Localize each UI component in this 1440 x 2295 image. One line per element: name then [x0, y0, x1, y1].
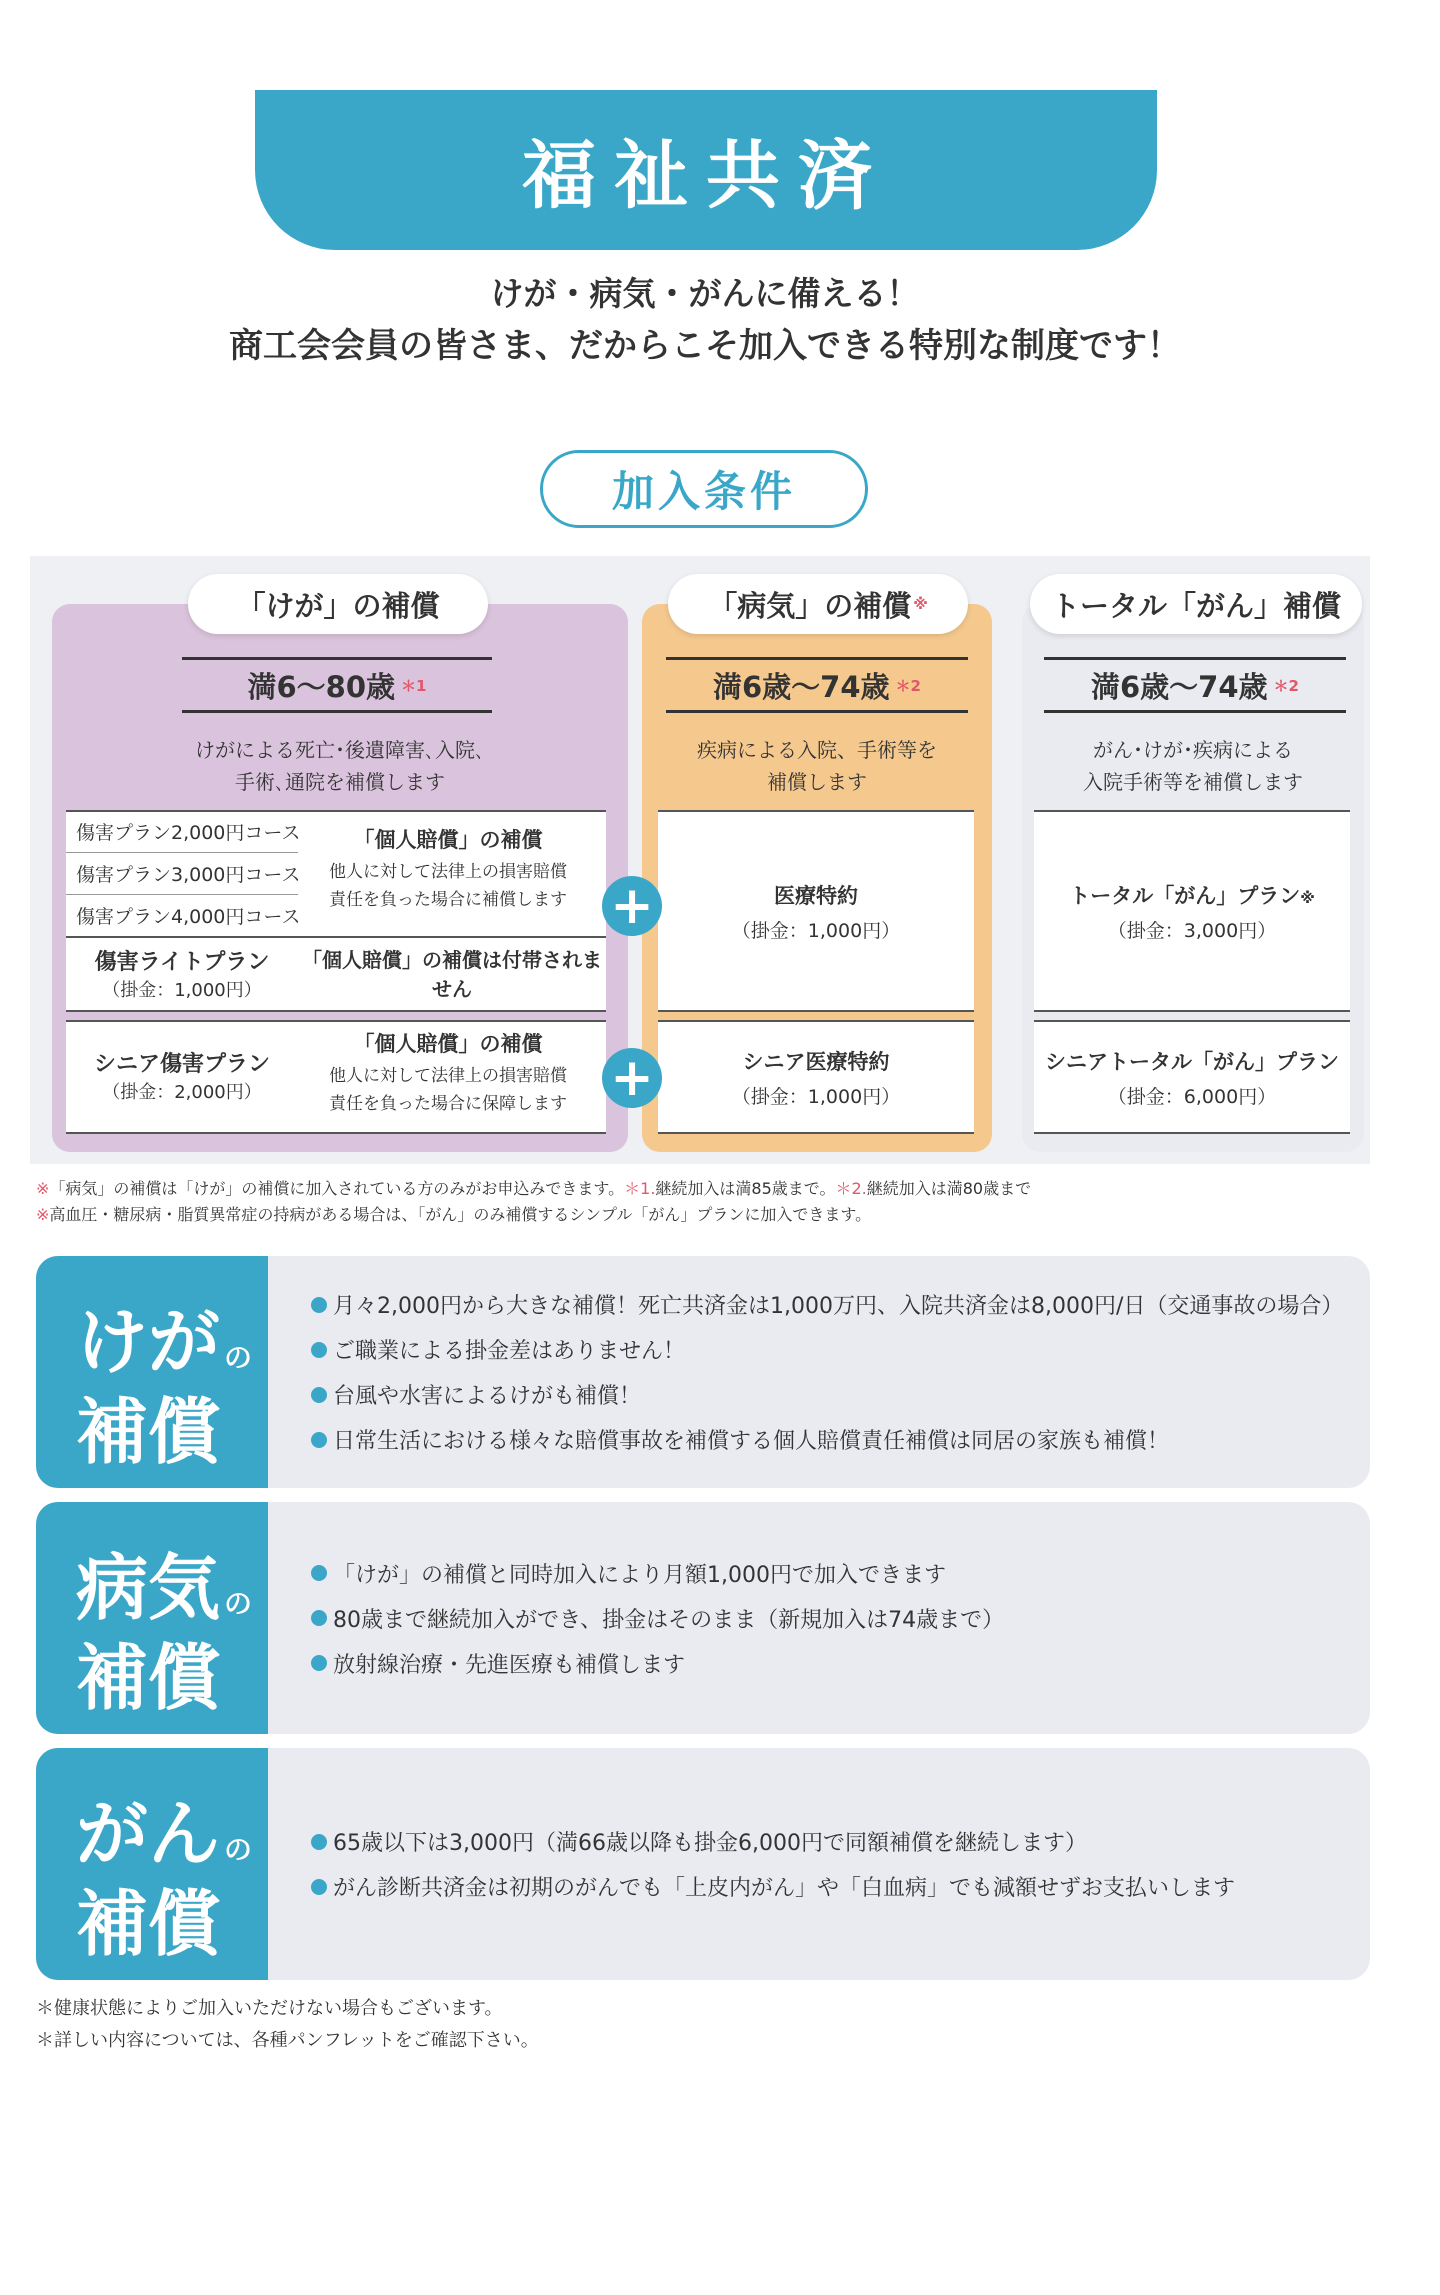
tag-no: の: [224, 1833, 253, 1866]
tag-line1: 病気: [76, 1546, 221, 1630]
list-item-text: 日常生活における様々な賠償事故を補償する個人賠償責任補償は同居の家族も補償！: [333, 1429, 1170, 1454]
injury-desc-line1: けがによる死亡･後遺障害､入院､: [195, 738, 485, 762]
illness-header-mark: ※: [913, 595, 928, 613]
condition-note-1: [36, 1176, 1031, 1199]
bullet-icon: [311, 1387, 327, 1403]
illness-plan-fee: （掛金：1,000円）: [731, 919, 901, 942]
injury-age: [182, 657, 492, 713]
list-item: [311, 1289, 1343, 1320]
list-item: [311, 1603, 1004, 1634]
liability-desc-2: 責任を負った場合に補償します: [329, 890, 567, 910]
senior-injury-name: シニア傷害プラン: [93, 1051, 270, 1077]
list-item-text: 「けが」の補償と同時加入により月額1,000円で加入できます: [333, 1562, 946, 1588]
note-mark: ＊2.: [835, 1179, 867, 1198]
divider: [66, 852, 298, 853]
list-item: [311, 1424, 1343, 1455]
list-item-text: がん診断共済金は初期のがんでも「上皮内がん」や「白血病」でも減額せずお支払いします: [333, 1876, 1236, 1901]
senior-cancer-name: シニアトータル「がん」プラン: [1045, 1049, 1339, 1074]
cancer-header: [1030, 574, 1362, 634]
cancer-age: [1044, 657, 1346, 713]
plus-icon: +: [602, 876, 662, 936]
cancer-age-mark: ＊2: [1273, 676, 1299, 695]
injury-header-label: 「けが」の補償: [236, 588, 440, 623]
illness-plan-box: [658, 810, 974, 1012]
liability-block: [298, 824, 598, 914]
bullet-icon: [311, 1565, 327, 1581]
conditions-heading: 加入条件: [540, 450, 868, 528]
senior-injury-plan: [66, 1022, 298, 1128]
cancer-header-label: トータル「がん」補償: [1050, 588, 1341, 623]
cancer-benefit-list: [311, 1748, 1235, 1980]
list-item-text: ご職業による掛金差はありません！: [333, 1339, 686, 1364]
illness-desc-line1: 疾病による入院、手術等を: [697, 738, 937, 762]
injury-course-2: 傷害プラン3,000円コース: [76, 864, 301, 886]
senior-illness-box: [658, 1020, 974, 1134]
list-item: [311, 1826, 1235, 1857]
page-title: 福祉共済: [522, 133, 890, 219]
title-banner: [255, 90, 1157, 250]
light-plan-fee: （掛金：1,000円）: [102, 979, 262, 1001]
tag-no: の: [224, 1587, 253, 1620]
injury-age-label: 満6〜80歳: [247, 669, 396, 704]
senior-injury-fee: （掛金：2,000円）: [102, 1081, 262, 1103]
lead-line-2: 商工会会員の皆さま、だからこそ加入できる特別な制度です！: [229, 326, 1181, 366]
senior-cancer-box: [1034, 1020, 1350, 1134]
injury-benefits-tag: [36, 1256, 268, 1488]
footer-note-1: ＊健康状態によりご加入いただけない場合もございます。: [36, 1998, 503, 2019]
cancer-benefits: [36, 1748, 1370, 1980]
bullet-icon: [311, 1342, 327, 1358]
light-plan-name: 傷害ライトプラン: [94, 949, 270, 975]
note-mark: ＊1.: [624, 1179, 656, 1198]
injury-benefit-list: [311, 1256, 1343, 1488]
list-item: [311, 1871, 1235, 1902]
list-item: [311, 1379, 1343, 1410]
tag-line1: がん: [76, 1792, 221, 1876]
bullet-icon: [311, 1610, 327, 1626]
note-text: 継続加入は満85歳まで。: [655, 1179, 836, 1198]
list-item: [311, 1334, 1343, 1365]
injury-age-mark: ＊1: [401, 676, 427, 695]
senior-liability-desc-2: 責任を負った場合に保障します: [329, 1094, 567, 1114]
illness-header-label: 「病気」の補償: [708, 588, 912, 623]
list-item-text: 放射線治療・先進医療も補償します: [333, 1652, 686, 1678]
bullet-icon: [311, 1432, 327, 1448]
injury-header: [188, 574, 488, 634]
cancer-plan-title: [1069, 880, 1315, 910]
cancer-desc-line2: 入院手術等を補償します: [1083, 770, 1303, 794]
tag-line2: 補償: [76, 1390, 221, 1474]
illness-age: [666, 657, 968, 713]
bullet-icon: [311, 1879, 327, 1895]
light-plan-note: 「個人賠償」の補償は付帯されません: [302, 948, 602, 1001]
senior-liability-title: 「個人賠償」の補償: [353, 1032, 543, 1056]
cancer-plan-mark: ※: [1300, 888, 1315, 907]
injury-course-1: 傷害プラン2,000円コース: [76, 822, 301, 844]
senior-illness-fee: （掛金：1,000円）: [731, 1085, 901, 1108]
cancer-description: [1030, 734, 1356, 798]
list-item: [311, 1648, 1004, 1679]
illness-desc-line2: 補償します: [767, 770, 867, 794]
list-item-text: 台風や水害によるけがも補償！: [333, 1384, 642, 1409]
illness-age-label: 満6歳〜74歳: [713, 669, 890, 704]
condition-note-2: [36, 1202, 871, 1225]
cancer-desc-line1: がん･けが･疾病による: [1093, 738, 1293, 762]
illness-benefit-list: [311, 1502, 1004, 1734]
cancer-plan-fee: （掛金：3,000円）: [1107, 919, 1277, 942]
liability-title: 「個人賠償」の補償: [353, 828, 543, 852]
cancer-plan-name: トータル「がん」プラン: [1069, 883, 1301, 908]
list-item: [311, 1558, 1004, 1589]
illness-description: [652, 734, 982, 798]
list-item-text: 65歳以下は3,000円（満66歳以降も掛金6,000円で同額補償を継続します）: [333, 1831, 1087, 1856]
note-text: 継続加入は満80歳まで: [866, 1179, 1032, 1198]
illness-benefits: [36, 1502, 1370, 1734]
tag-line2: 補償: [76, 1636, 221, 1720]
plus-icon: +: [602, 1048, 662, 1108]
senior-liability-block: [298, 1028, 598, 1118]
cancer-age-label: 満6歳〜74歳: [1091, 669, 1268, 704]
tag-line1: けが: [76, 1300, 221, 1384]
senior-liability-desc-1: 他人に対して法律上の損害賠償: [329, 1066, 567, 1086]
injury-course-3: 傷害プラン4,000円コース: [76, 906, 301, 928]
tag-line2: 補償: [76, 1882, 221, 1966]
cancer-plan-box: [1034, 810, 1350, 1012]
note-text: 高血圧・糖尿病・脂質異常症の持病がある場合は、「がん」のみ補償するシンプル「がん」プランに加入できます。: [49, 1205, 872, 1224]
note-text: 「病気」の補償は「けが」の補償に加入されている方のみがお申込みできます。: [49, 1179, 625, 1198]
list-item-text: 月々2,000円から大きな補償！死亡共済金は1,000万円、入院共済金は8,000円/日（交通事故の場合）: [333, 1294, 1344, 1319]
footer-note-2: ＊詳しい内容については、各種パンフレットをご確認下さい。: [36, 2030, 539, 2051]
note-mark: ※: [36, 1205, 50, 1224]
note-mark: ※: [36, 1179, 50, 1198]
illness-header: [668, 574, 968, 634]
senior-illness-name: シニア医療特約: [742, 1049, 890, 1074]
divider: [66, 894, 298, 895]
list-item-text: 80歳まで継続加入ができ、掛金はそのまま（新規加入は74歳まで）: [333, 1607, 1005, 1633]
illness-age-mark: ＊2: [895, 676, 921, 695]
tag-no: の: [224, 1341, 253, 1374]
lead-line-1: けが・病気・がんに備える！: [490, 274, 920, 313]
injury-desc-line2: 手術､通院を補償します: [235, 770, 445, 794]
illness-plan-name: 医療特約: [774, 883, 858, 908]
illness-benefits-tag: [36, 1502, 268, 1734]
bullet-icon: [311, 1297, 327, 1313]
bullet-icon: [311, 1655, 327, 1671]
injury-description: [62, 734, 618, 798]
senior-cancer-fee: （掛金：6,000円）: [1107, 1085, 1277, 1108]
light-plan: [66, 938, 298, 1008]
injury-benefits: [36, 1256, 1370, 1488]
bullet-icon: [311, 1834, 327, 1850]
cancer-benefits-tag: [36, 1748, 268, 1980]
liability-desc-1: 他人に対して法律上の損害賠償: [329, 862, 567, 882]
